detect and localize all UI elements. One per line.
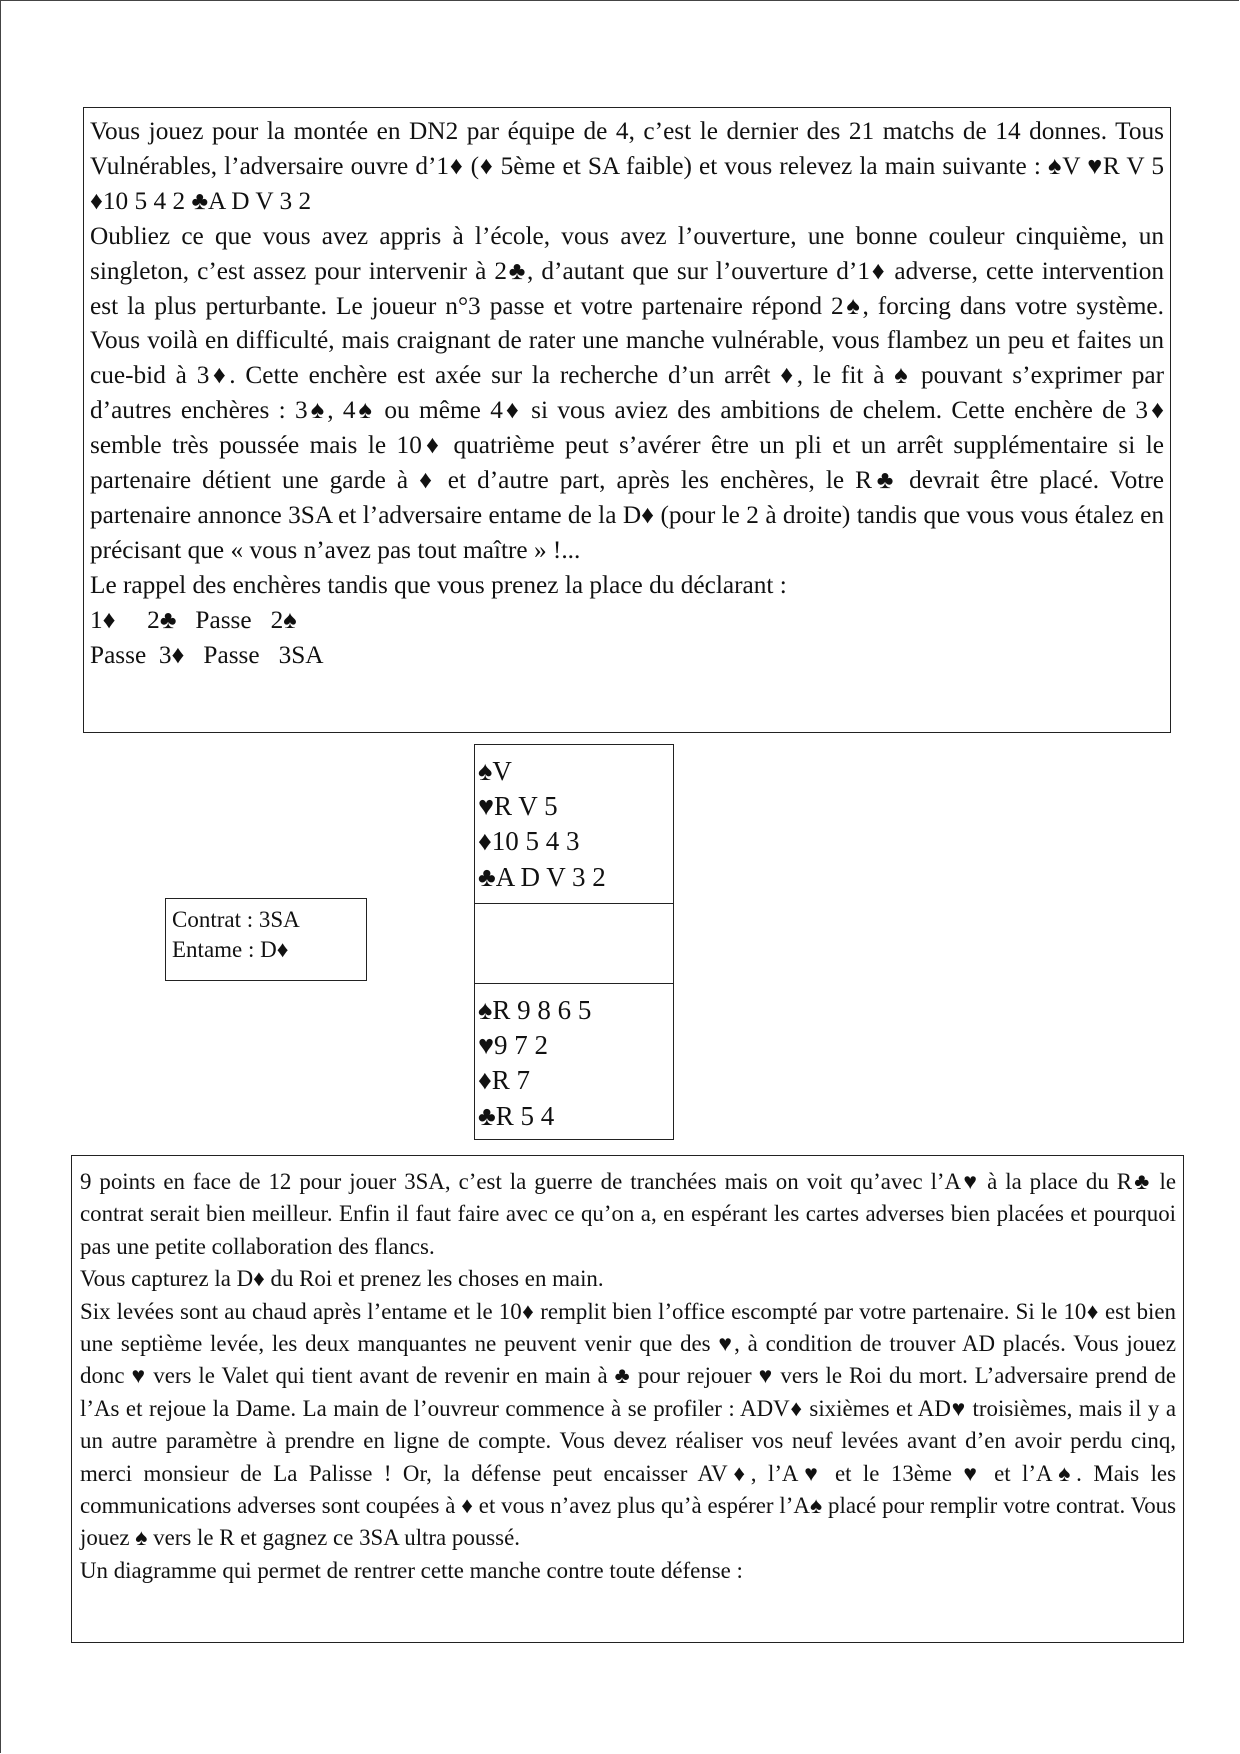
- south-hand: [475, 984, 673, 1139]
- south-hearts: ♥9 7 2: [478, 1030, 549, 1061]
- analysis-paragraph: 9 points en face de 12 pour jouer 3SA, c’est la guerre de tranchées mais on voit qu’avec l’A♥ à la place du R♣ le contrat serait bien meilleur. Enfin il faut faire avec ce qu’on a, en espérant les cartes adverses bien placées et pourquoi pas une petite collaboration des flancs.: [80, 1169, 1176, 1259]
- analysis-paragraph: Vous capturez la D♦ du Roi et prenez les choses en main.: [80, 1266, 604, 1292]
- north-spades: ♠V: [478, 756, 512, 786]
- north-clubs: ♣A D V 3 2: [478, 861, 606, 892]
- analysis-paragraph: Six levées sont au chaud après l’entame et le 10♦ remplit bien l’office escompté par votre partenaire. Si le 10♦ est bien une septième levée, les deux manquantes ne peuvent venir que des ♥, à condition de trouver AD placés. Vous jouez donc ♥ vers le Valet qui tient avant de revenir en main à ♣ pour rejouer ♥ vers le Roi du mort. L’adversaire prend de l’As et rejoue la Dame. La main de l’ouvreur commence à se profiler : ADV♦ sixièmes et AD♥ troisièmes, mais il y a un autre paramètre à prendre en ligne de compte. Vous devez réaliser vos neuf levées avant d’en avoir perdu cinq, merci monsieur de La Palisse ! Or, la défense peut encaisser AV♦, l’A♥ et le 13ème ♥ et l’A♠. Mais les communications adverses sont coupées à ♦ et vous n’avez plus qu’à espérer l’A♠ placé pour remplir votre contrat. Vous jouez ♠ vers le R et gagnez ce 3SA ultra poussé.: [80, 1298, 1176, 1551]
- table-center: [475, 904, 673, 984]
- south-diamonds: ♦R 7: [478, 1065, 531, 1096]
- hand-diagram: [474, 744, 674, 1140]
- lead-label: Entame : D♦: [172, 937, 289, 962]
- bidding-line: Passe 3♦ Passe 3SA: [90, 640, 324, 669]
- intro-box: [83, 107, 1171, 733]
- intro-paragraph: Vous jouez pour la montée en DN2 par équipe de 4, c’est le dernier des 21 matchs de 14 donnes. Tous Vulnérables, l’adversaire ouvre d’1♦ (♦ 5ème et SA faible) et vous relevez la main suivante : ♠V ♥R V 5 ♦10 5 4 2 ♣A D V 3 2: [90, 117, 1164, 215]
- north-hand: [475, 745, 673, 904]
- analysis-paragraph: Un diagramme qui permet de rentrer cette manche contre toute défense :: [80, 1557, 743, 1583]
- south-spades: ♠R 9 8 6 5: [478, 995, 592, 1025]
- intro-paragraph: Oubliez ce que vous avez appris à l’école, vous avez l’ouverture, une bonne couleur cinquième, un singleton, c’est assez pour intervenir à 2♣, d’autant que sur l’ouverture d’1♦ adverse, cette intervention est la plus perturbante. Le joueur n°3 passe et votre partenaire répond 2♠, forcing dans votre système. Vous voilà en difficulté, mais craignant de rater une manche vulnérable, vous flambez un peu et faites un cue-bid à 3♦. Cette enchère est axée sur la recherche d’un arrêt ♦, le fit à ♠ pouvant s’exprimer par d’autres enchères : 3♠, 4♠ ou même 4♦ si vous aviez des ambitions de chelem. Cette enchère de 3♦ semble très poussée mais le 10♦ quatrième peut s’avérer être un pli et un arrêt supplémentaire si le partenaire détient une garde à ♦ et d’autre part, après les enchères, le R♣ devrait être placé. Votre partenaire annonce 3SA et l’adversaire entame de la D♦ (pour le 2 à droite) tandis que vous vous étalez en précisant que « vous n’avez pas tout maître » !...: [90, 221, 1164, 564]
- contract-label: Contrat : 3SA: [172, 907, 300, 932]
- south-clubs: ♣R 5 4: [478, 1100, 555, 1131]
- bidding-line: 1♦ 2♣ Passe 2♠: [90, 605, 297, 634]
- north-diamonds: ♦10 5 4 3: [478, 826, 580, 857]
- intro-paragraph: Le rappel des enchères tandis que vous prenez la place du déclarant :: [90, 570, 787, 599]
- north-hearts: ♥R V 5: [478, 791, 558, 822]
- contract-box: [165, 898, 367, 981]
- analysis-box: [71, 1155, 1184, 1643]
